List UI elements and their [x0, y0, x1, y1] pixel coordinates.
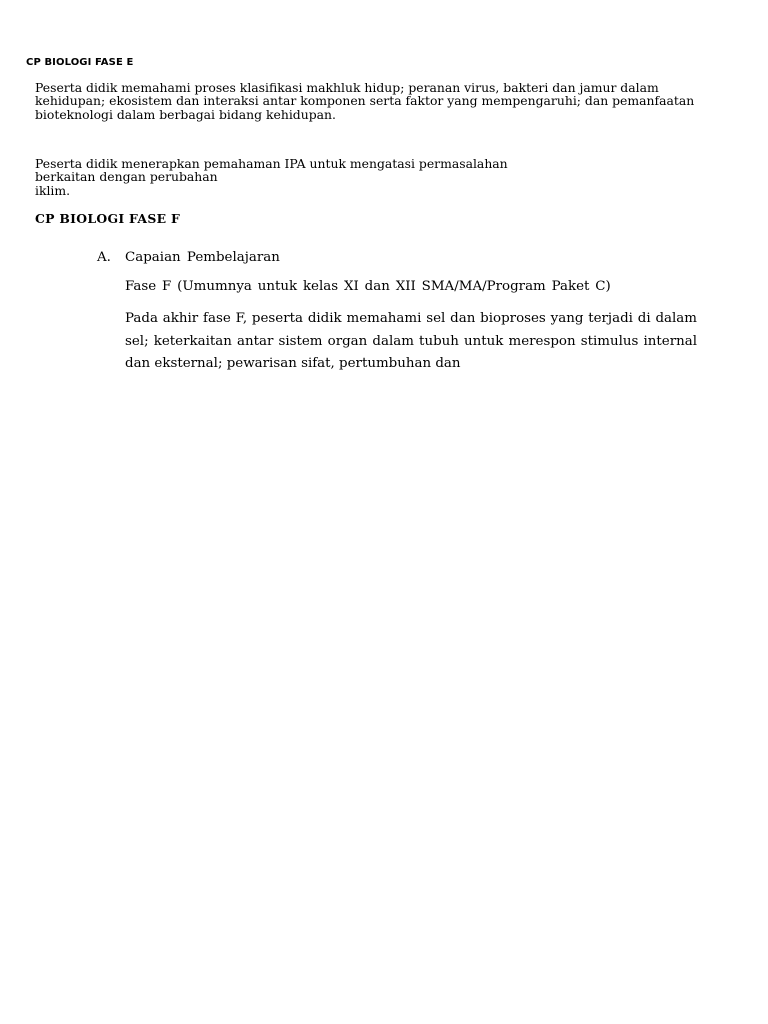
- heading-cp-biologi-fase-f: CP BIOLOGI FASE F: [35, 211, 181, 226]
- section-title-capaian-pembelajaran: Capaian Pembelajaran: [125, 250, 280, 265]
- fase-f-body-paragraph: Pada akhir fase F, peserta didik memahami sel dan bioproses yang terjadi di dalam sel; keterkaitan antar sistem organ dalam tubuh untuk merespon stimulus internal dan eksternal; pewarisan sifat, pertumbuhan dan: [125, 311, 697, 371]
- heading-cp-biologi-fase-e: CP BIOLOGI FASE E: [26, 57, 134, 68]
- list-marker-a: A.: [97, 250, 111, 265]
- paragraph-line: berkaitan dengan perubahan: [35, 169, 218, 185]
- paragraph-line: Peserta didik menerapkan pemahaman IPA untuk mengatasi permasalahan: [35, 156, 508, 171]
- fase-f-description: Fase F (Umumnya untuk kelas XI dan XII SMA/MA/Program Paket C): [125, 279, 611, 294]
- paragraph-line: iklim.: [35, 182, 71, 198]
- paragraph-fase-e-understanding: Peserta didik memahami proses klasifikasi makhluk hidup; peranan virus, bakteri dan jamur dalam kehidupan; ekosistem dan interaksi antar komponen serta faktor yang mempengaruhi; dan pemanfaatan bioteknologi dalam berbagai bidang kehidupan.: [35, 80, 695, 122]
- paragraph-fase-e-application: [35, 157, 655, 197]
